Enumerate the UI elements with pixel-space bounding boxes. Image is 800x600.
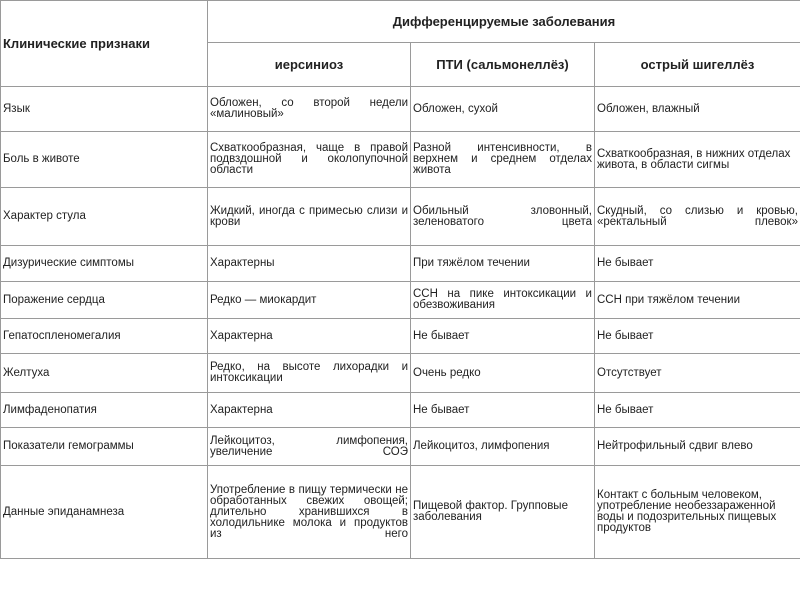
cell-salmonellosis: Разной интенсивности, в верхнем и среднем отделах живота (411, 132, 595, 188)
header-row-top (1, 1, 800, 43)
row-feature: Гепатоспленомегалия (1, 319, 208, 354)
row-feature: Поражение сердца (1, 282, 208, 319)
header-criteria: Клинические признаки (1, 1, 208, 87)
table-row (1, 132, 800, 188)
cell-salmonellosis: Обильный зловонный, зеленоватого цвета (411, 188, 595, 246)
table-row (1, 87, 800, 132)
cell-shigellosis: Контакт с больным человеком, употребление необеззараженной воды и подозрительных пищевых продуктов (595, 466, 800, 559)
header-disease-yersiniosis: иерсиниоз (208, 43, 411, 87)
table-row (1, 319, 800, 354)
cell-salmonellosis: Обложен, сухой (411, 87, 595, 132)
row-feature: Желтуха (1, 354, 208, 393)
cell-yersiniosis: Обложен, со второй недели «малиновый» (208, 87, 411, 132)
cell-salmonellosis: Пищевой фактор. Групповые заболевания (411, 466, 595, 559)
row-feature: Язык (1, 87, 208, 132)
row-feature: Характер стула (1, 188, 208, 246)
row-feature: Лимфаденопатия (1, 393, 208, 428)
cell-salmonellosis: ССН на пике интоксикации и обезвоживания (411, 282, 595, 319)
cell-yersiniosis: Характерна (208, 319, 411, 354)
cell-yersiniosis: Характерна (208, 393, 411, 428)
table-row (1, 246, 800, 282)
cell-yersiniosis: Схваткообразная, чаще в правой подвздошной и околопупочной области (208, 132, 411, 188)
header-group: Дифференцируемые заболевания (208, 1, 800, 43)
cell-shigellosis: Отсутствует (595, 354, 800, 393)
cell-yersiniosis: Характерны (208, 246, 411, 282)
cell-shigellosis: Нейтрофильный сдвиг влево (595, 428, 800, 466)
cell-yersiniosis: Редко — миокардит (208, 282, 411, 319)
cell-shigellosis: Не бывает (595, 393, 800, 428)
cell-yersiniosis: Лейкоцитоз, лимфопения, увеличение СОЭ (208, 428, 411, 466)
row-feature: Дизурические симптомы (1, 246, 208, 282)
row-feature: Боль в животе (1, 132, 208, 188)
cell-salmonellosis: Не бывает (411, 393, 595, 428)
cell-shigellosis: Не бывает (595, 319, 800, 354)
cell-shigellosis: Не бывает (595, 246, 800, 282)
cell-salmonellosis: При тяжёлом течении (411, 246, 595, 282)
table-row (1, 188, 800, 246)
table-row (1, 354, 800, 393)
cell-shigellosis: Обложен, влажный (595, 87, 800, 132)
cell-salmonellosis: Лейкоцитоз, лимфопения (411, 428, 595, 466)
header-disease-salmonellosis: ПТИ (сальмонеллёз) (411, 43, 595, 87)
cell-shigellosis: ССН при тяжёлом течении (595, 282, 800, 319)
cell-shigellosis: Скудный, со слизью и кровью, «ректальный плевок» (595, 188, 800, 246)
table-row (1, 282, 800, 319)
header-disease-shigellosis: острый шигеллёз (595, 43, 800, 87)
cell-yersiniosis: Жидкий, иногда с примесью слизи и крови (208, 188, 411, 246)
row-feature: Данные эпиданамнеза (1, 466, 208, 559)
table-row (1, 428, 800, 466)
cell-yersiniosis: Редко, на высоте лихорадки и интоксикации (208, 354, 411, 393)
cell-shigellosis: Схваткообразная, в нижних отделах живота, в области сигмы (595, 132, 800, 188)
row-feature: Показатели гемограммы (1, 428, 208, 466)
table-row (1, 393, 800, 428)
cell-salmonellosis: Очень редко (411, 354, 595, 393)
cell-yersiniosis: Употребление в пищу термически не обработанных свежих овощей; длительно хранившихся в холодильнике молока и продуктов из него (208, 466, 411, 559)
table-row (1, 466, 800, 559)
cell-salmonellosis: Не бывает (411, 319, 595, 354)
